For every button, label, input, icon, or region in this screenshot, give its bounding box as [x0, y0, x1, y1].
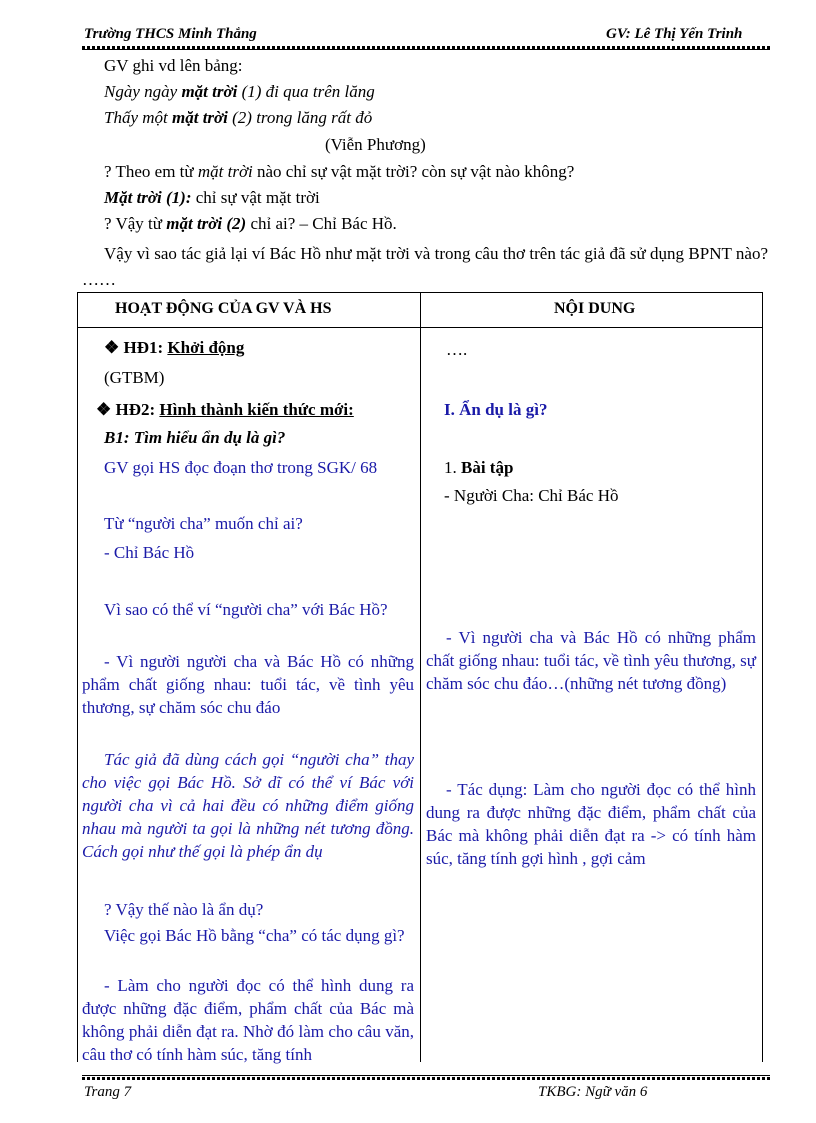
answer-1: Mặt trời (1): chỉ sự vật mặt trời: [104, 188, 320, 207]
col-header-content: NỘI DUNG: [554, 300, 636, 317]
left-p6: Tác giả đã dùng cách gọi “người cha” thay cho việc gọi Bác Hồ. Sở dĩ có thể ví Bác với người cha vì cả hai đều có những điểm giống nhau mà người ta gọi là những nét tương đồng. Cách gọi như thế gọi là phép ẩn dụ: [82, 750, 414, 861]
poem-line-1: Ngày ngày mặt trời (1) đi qua trên lăng: [104, 82, 375, 101]
exercise-heading: 1. Bài tập: [444, 458, 514, 477]
table-column-divider: [420, 292, 421, 1062]
col-header-activities: HOẠT ĐỘNG CỦA GV VÀ HS: [115, 300, 332, 317]
left-p9: - Làm cho người đọc có thể hình dung ra được những đặc điểm, phẩm chất của Bác mà không phải diễn đạt ra. Nhờ đó làm cho câu văn, câu thơ có tính hàm súc, tăng tính: [82, 976, 414, 1064]
question-1: ? Theo em từ mặt trời nào chỉ sự vật mặt trời? còn sự vật nào không?: [104, 162, 575, 181]
header-teacher: GV: Lê Thị Yến Trinh: [606, 26, 743, 42]
right-r3: - Tác dụng: Làm cho người đọc có thể hình dung ra được những đặc điểm, phẩm chất của Bác mà không phải diễn đạt ra -> có tính hàm súc, tăng tính gợi hình , gợi cảm: [426, 780, 756, 868]
footer-page: Trang 7: [84, 1084, 132, 1100]
footer-subject: TKBG: Ngữ văn 6: [538, 1084, 648, 1100]
hd1-heading: ❖ HĐ1: Khởi động: [104, 338, 245, 357]
intro-line: GV ghi vd lên bảng:: [104, 56, 243, 75]
right-r1: - Người Cha: Chỉ Bác Hồ: [444, 486, 619, 505]
left-p4: Vì sao có thể ví “người cha” với Bác Hồ?: [104, 600, 388, 619]
right-r2: - Vì người cha và Bác Hồ có những phẩm chất giống nhau: tuổi tác, về tình yêu thương, sự chăm sóc chu đáo…(những nét tương đồng): [426, 628, 756, 693]
footer-rule-thin: [82, 1075, 770, 1076]
question-2: ? Vậy từ mặt trời (2) chỉ ai? – Chỉ Bác Hồ.: [104, 214, 397, 233]
footer-rule: [82, 1077, 770, 1080]
header-school: Trường THCS Minh Thắng: [84, 26, 257, 42]
section-heading: I. Ẩn dụ là gì?: [444, 400, 548, 419]
hd2-heading: ❖ HĐ2: Hình thành kiến thức mới:: [96, 400, 354, 419]
intro-paragraph: Vậy vì sao tác giả lại ví Bác Hồ như mặt trời và trong câu thơ trên tác giả đã sử dụng BPNT nào? ……: [82, 244, 768, 289]
left-p3: - Chỉ Bác Hồ: [104, 543, 195, 562]
left-p5: - Vì người người cha và Bác Hồ có những phẩm chất giống nhau: tuổi tác, về tình yêu thương, sự chăm sóc chu đáo: [82, 652, 414, 717]
gtbm: (GTBM): [104, 368, 165, 387]
left-p7: ? Vậy thế nào là ẩn dụ?: [104, 900, 264, 919]
header-rule-thin: [82, 49, 770, 50]
poem-line-2: Thấy một mặt trời (2) trong lăng rất đỏ: [104, 108, 373, 127]
left-p1: GV gọi HS đọc đoạn thơ trong SGK/ 68: [104, 458, 378, 477]
left-p8: Việc gọi Bác Hồ bằng “cha” có tác dụng gì?: [104, 926, 405, 945]
b1-heading: B1: Tìm hiểu ẩn dụ là gì?: [104, 428, 286, 447]
right-dots: ….: [446, 340, 468, 359]
left-p2: Từ “người cha” muốn chỉ ai?: [104, 514, 303, 533]
poem-author: (Viễn Phương): [325, 135, 426, 154]
